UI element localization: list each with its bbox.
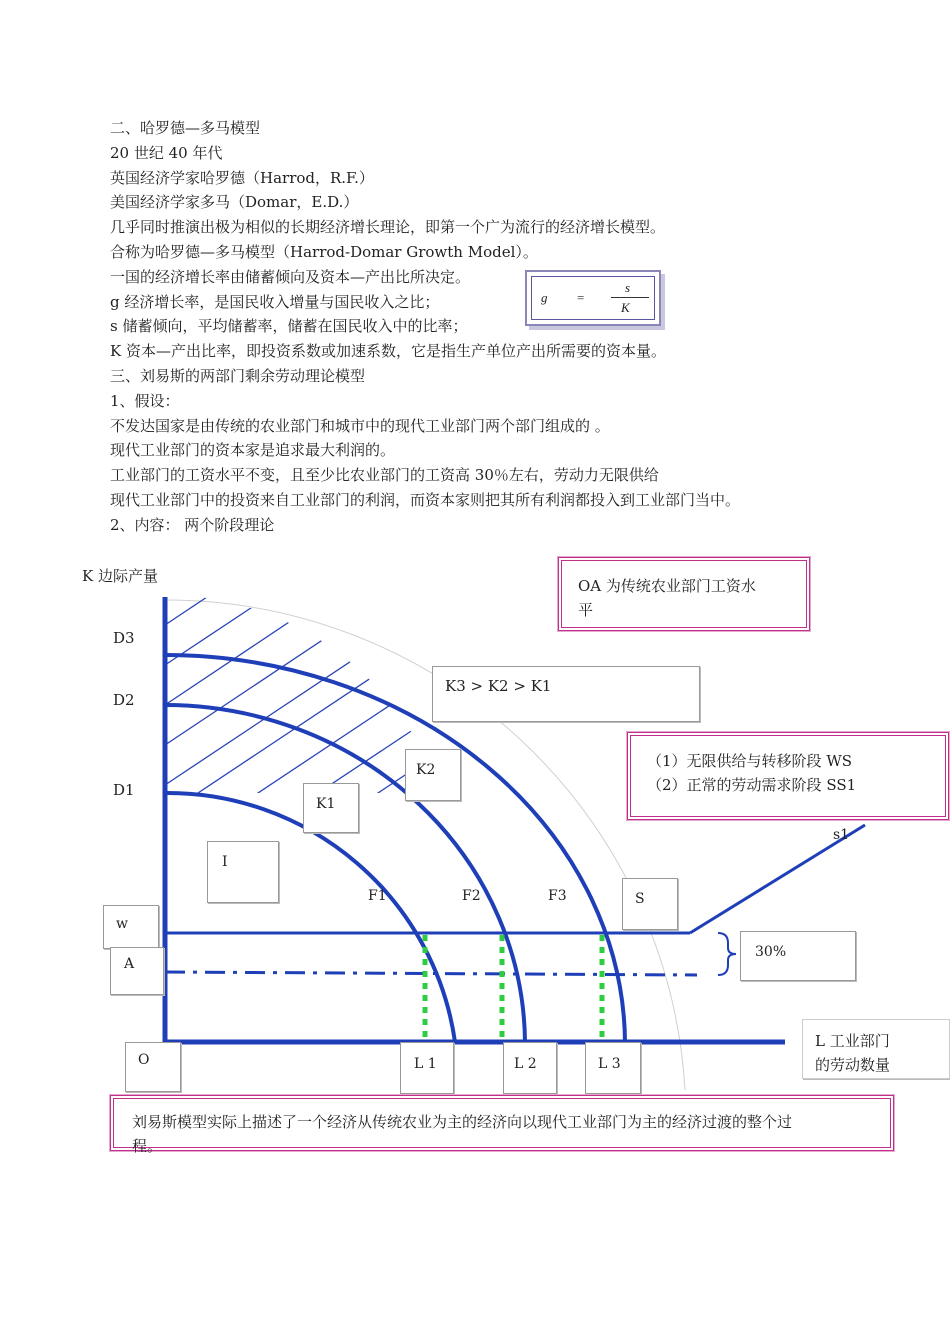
label-box-i: I [207,841,279,903]
label-box-l3: L 3 [585,1042,641,1094]
oa-note-box [558,557,810,631]
text-line: 20 世纪 40 年代 [110,143,223,162]
label-f3: F3 [548,888,567,904]
label-box-s: S [622,878,678,930]
text-line: g 经济增长率，是国民收入增量与国民收入之比； [110,292,440,311]
text-line: 英国经济学家哈罗德（Harrod，R.F.） [110,168,374,187]
text-line: 几乎同时推演出极为相似的长期经济增长理论，即第一个广为流行的经济增长模型。 [110,218,666,237]
text-line: s 储蓄倾向，平均储蓄率，储蓄在国民收入中的比率； [110,317,468,336]
label-box-k2: K2 [405,749,461,801]
label-box-l2: L 2 [503,1042,557,1094]
lewis-model-diagram [0,545,950,1165]
x-axis-label-line1: L 工业部门 [815,1032,890,1050]
formula-denominator: K [621,300,630,315]
text-line: 现代工业部门中的投资来自工业部门的利润，而资本家则把其所有利润都投入到工业部门当中。 [110,490,741,509]
text-line: 三、刘易斯的两部门剩余劳动理论模型 [110,366,366,385]
fraction-bar [611,297,649,298]
k-order-box: K3 > K2 > K1 [432,666,700,722]
formula-inner-frame [531,276,655,320]
text-line: K 资本—产出比率，即投资系数或加速系数，它是指生产单位产出所需要的资本量。 [110,342,666,361]
formula-numerator: s [625,280,631,295]
text-line: 1、假设： [110,391,180,410]
stage-1: （1）无限供给与转移阶段 WS [647,752,853,770]
label-d2: D2 [113,691,135,709]
label-box-k1: K1 [303,783,359,833]
label-f2: F2 [462,888,481,904]
label-box-w: w [103,905,159,949]
body-text [110,116,910,538]
text-line: 美国经济学家多马（Domar，E.D.） [110,193,359,212]
text-line: 二、哈罗德—多马模型 [110,119,261,137]
text-line: 不发达国家是由传统的农业部门和城市中的现代工业部门两个部门组成的 。 [110,416,610,435]
text-line: 合称为哈罗德—多马模型（Harrod-Domar Growth Model）。 [110,242,538,261]
text-line: 工业部门的工资水平不变，且至少比农业部门的工资高 30％左右，劳动力无限供给 [110,466,659,485]
label-box-origin: O [125,1042,181,1092]
label-d3: D3 [113,629,135,647]
label-d1: D1 [113,781,135,799]
label-s1: s1 [833,827,850,843]
label-box-a: A [110,947,164,995]
text-line: 现代工业部门的资本家是追求最大利润的。 [110,441,396,460]
formula-equals: = [577,290,585,305]
x-axis-label-box [802,1019,950,1079]
oa-note-line1: OA 为传统农业部门工资水 [578,577,756,595]
x-axis-label-line2: 的劳动数量 [815,1056,891,1074]
y-axis-label: K 边际产量 [82,567,158,585]
text-line: 2、内容： 两个阶段理论 [110,515,275,534]
summary-line2: 程。 [132,1137,163,1155]
oa-note-line2: 平 [578,601,594,619]
growth-formula-box [525,270,661,326]
formula-g: g [541,290,548,305]
stage-2: （2）正常的劳动需求阶段 SS1 [647,776,857,794]
label-box-l1: L 1 [400,1042,454,1094]
label-box-percent: 30% [740,931,856,981]
text-line: 一国的经济增长率由储蓄倾向及资本—产出比所决定。 [110,267,471,286]
stages-box [627,732,949,820]
summary-line1: 刘易斯模型实际上描述了一个经济从传统农业为主的经济向以现代工业部门为主的经济过渡的整个过 [132,1113,793,1131]
percent-brace [718,933,736,975]
label-f1: F1 [368,888,387,904]
summary-box [110,1095,894,1155]
